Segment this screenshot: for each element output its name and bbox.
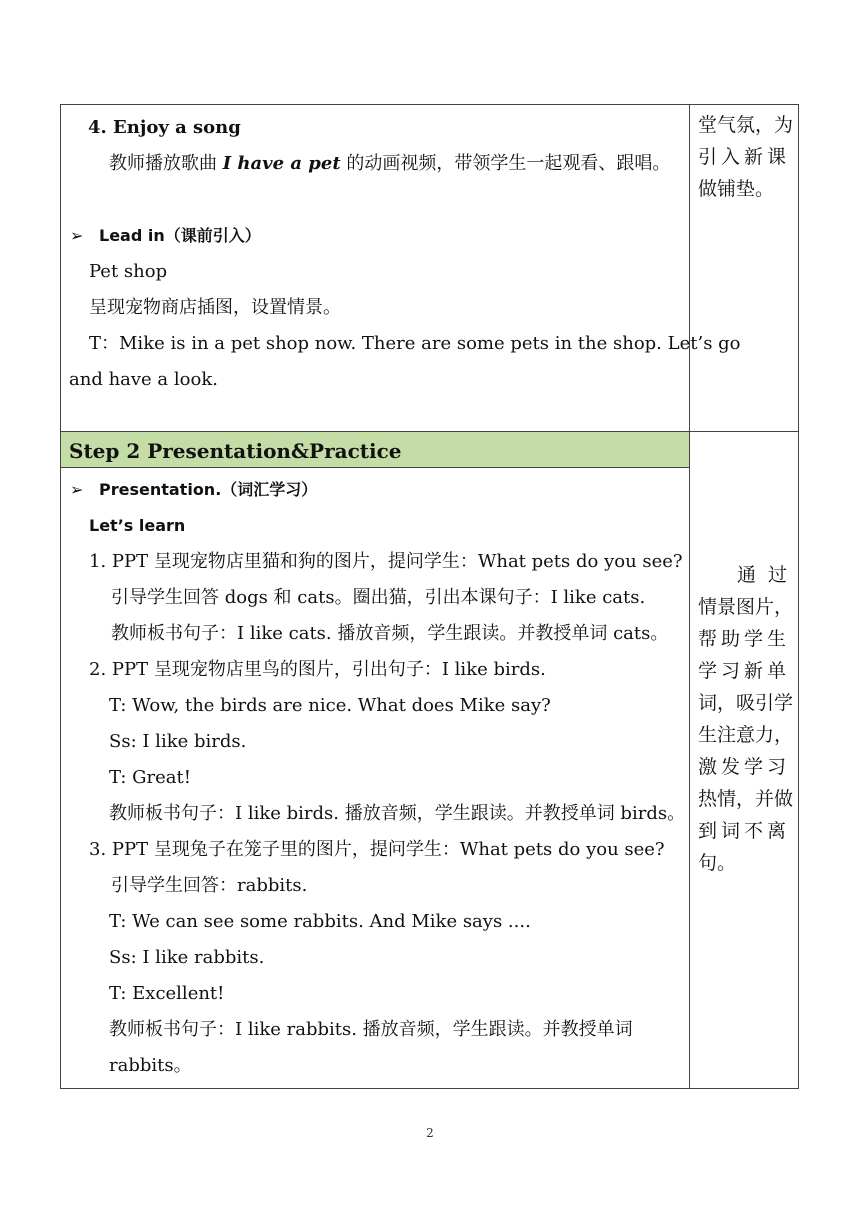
design-intent-line: 生注意力， <box>698 724 794 746</box>
procedure-line: Ss: I like rabbits. <box>109 947 265 968</box>
procedure-line: 引导学生回答：rabbits. <box>111 875 308 896</box>
upper-right-line: 引入新课 <box>698 146 791 168</box>
enjoy-song-heading: 4. Enjoy a song <box>88 117 241 138</box>
procedure-line: 教师板书句子：I like rabbits. 播放音频，学生跟读。并教授单词 <box>109 1019 633 1040</box>
arrow-bullet-icon: ➢ <box>70 480 84 499</box>
procedure-line: T: Excellent! <box>109 983 225 1004</box>
arrow-bullet-icon: ➢ <box>70 226 84 245</box>
design-intent-line: 热情，并做 <box>698 788 794 810</box>
procedure-line: rabbits。 <box>109 1055 192 1076</box>
procedure-line: 2. PPT 呈现宠物店里鸟的图片，引出句子：I like birds. <box>89 659 546 680</box>
scene-setup-line: 呈现宠物商店插图，设置情景。 <box>89 297 341 318</box>
procedure-line: 引导学生回答 dogs 和 cats。圈出猫，引出本课句子：I like cats. <box>111 587 646 608</box>
procedure-line: T: Great! <box>109 767 191 788</box>
teacher-line-continued: and have a look. <box>69 369 218 390</box>
procedure-line: T: We can see some rabbits. And Mike says .... <box>109 911 531 932</box>
design-intent-line: 帮助学生 <box>698 628 791 650</box>
upper-right-line: 做铺垫。 <box>698 178 775 200</box>
procedure-line: 教师板书句子：I like cats. 播放音频，学生跟读。并教授单词 cats。 <box>111 623 669 644</box>
lesson-plan-table <box>60 104 799 1089</box>
song-title: I have a pet <box>222 153 341 174</box>
lets-learn-heading: Let’s learn <box>89 516 186 535</box>
row-divider <box>61 431 798 432</box>
design-intent-line: 情景图片， <box>698 596 794 618</box>
teacher-line: T：Mike is in a pet shop now. There are some pets in the shop. Let’s go <box>89 333 741 354</box>
procedure-line: T: Wow, the birds are nice. What does Mike say? <box>109 695 551 716</box>
enjoy-song-line: 教师播放歌曲 I have a pet 的动画视频，带领学生一起观看、跟唱。 <box>109 153 671 174</box>
upper-right-line: 堂气氛，为 <box>698 114 794 136</box>
design-intent-line: 通 过 <box>737 564 791 586</box>
page-number: 2 <box>426 1126 434 1140</box>
procedure-line: 3. PPT 呈现兔子在笼子里的图片，提问学生：What pets do you see? <box>89 839 665 860</box>
design-intent-line: 到词不离 <box>698 820 791 842</box>
presentation-heading: Presentation.（词汇学习） <box>99 480 318 499</box>
step2-header-divider <box>61 467 689 468</box>
procedure-line: 教师板书句子：I like birds. 播放音频，学生跟读。并教授单词 birds。 <box>109 803 686 824</box>
pet-shop-label: Pet shop <box>89 261 168 282</box>
lead-in-heading: Lead in（课前引入） <box>99 226 261 245</box>
procedure-line: Ss: I like birds. <box>109 731 247 752</box>
design-intent-line: 学习新单 <box>698 660 791 682</box>
step2-header: Step 2 Presentation&Practice <box>69 439 402 463</box>
design-intent-line: 激发学习 <box>698 756 791 778</box>
design-intent-line: 词，吸引学 <box>698 692 794 714</box>
column-divider <box>689 105 690 1088</box>
design-intent-line: 句。 <box>698 852 737 874</box>
procedure-line: 1. PPT 呈现宠物店里猫和狗的图片，提问学生：What pets do you see? <box>89 551 683 572</box>
